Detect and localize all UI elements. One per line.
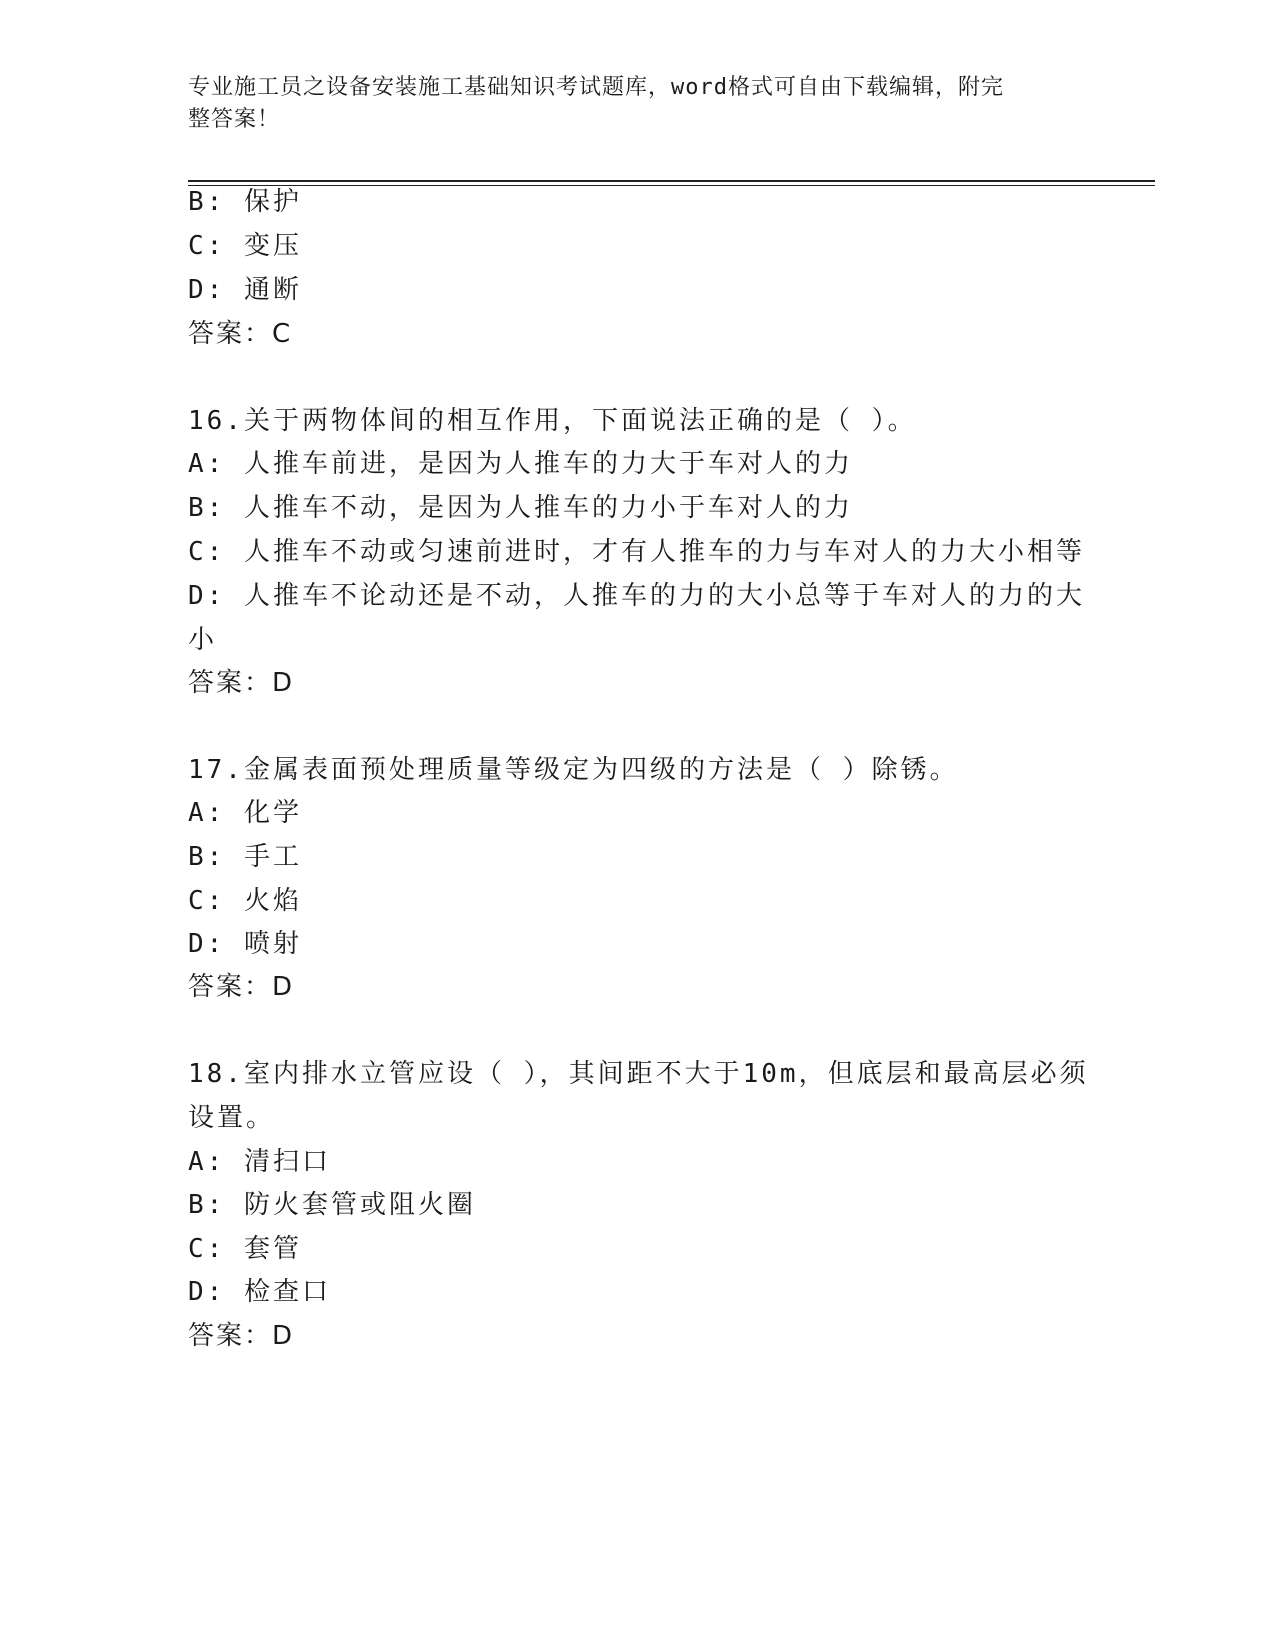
question-16-option-c: C: 人推车不动或匀速前进时，才有人推车的力与车对人的力大小相等: [188, 537, 1085, 567]
answer: 答案：C: [188, 319, 293, 349]
question-18-stem: 18.室内排水立管应设（ ），其间距不大于10m，但底层和最高层必须: [188, 1059, 1089, 1089]
question-17-answer: 答案：D: [188, 972, 295, 1002]
question-16-answer: 答案：D: [188, 668, 295, 698]
question-18-answer: 答案：D: [188, 1321, 295, 1351]
option-d: D: 通断: [188, 275, 302, 305]
question-18-option-c: C: 套管: [188, 1234, 302, 1264]
question-17-stem: 17.金属表面预处理质量等级定为四级的方法是（ ）除锈。: [188, 755, 959, 785]
option-c: C: 变压: [188, 231, 302, 261]
question-18-stem-cont: 设置。: [188, 1103, 276, 1133]
question-17-option-b: B: 手工: [188, 842, 302, 872]
question-18-option-a: A: 清扫口: [188, 1147, 331, 1177]
question-16-option-d: D: 人推车不论动还是不动，人推车的力的大小总等于车对人的力的大: [188, 581, 1085, 611]
header-line-2: 整答案！: [188, 107, 281, 132]
question-18-option-b: B: 防火套管或阻火圈: [188, 1190, 476, 1220]
header-line-1: 专业施工员之设备安装施工基础知识考试题库，word格式可自由下载编辑，附完: [188, 75, 1004, 100]
document-header: [188, 72, 1088, 136]
question-17-option-c: C: 火焰: [188, 886, 302, 916]
question-17-option-a: A: 化学: [188, 798, 302, 828]
question-16-option-b: B: 人推车不动，是因为人推车的力小于车对人的力: [188, 493, 853, 523]
question-16-option-d-cont: 小: [188, 625, 218, 655]
question-18-option-d: D: 检查口: [188, 1277, 331, 1307]
question-16-option-a: A: 人推车前进，是因为人推车的力大于车对人的力: [188, 449, 853, 479]
option-b: B: 保护: [188, 187, 302, 217]
question-16-stem: 16.关于两物体间的相互作用，下面说法正确的是（ ）。: [188, 406, 917, 436]
question-17-option-d: D: 喷射: [188, 929, 302, 959]
